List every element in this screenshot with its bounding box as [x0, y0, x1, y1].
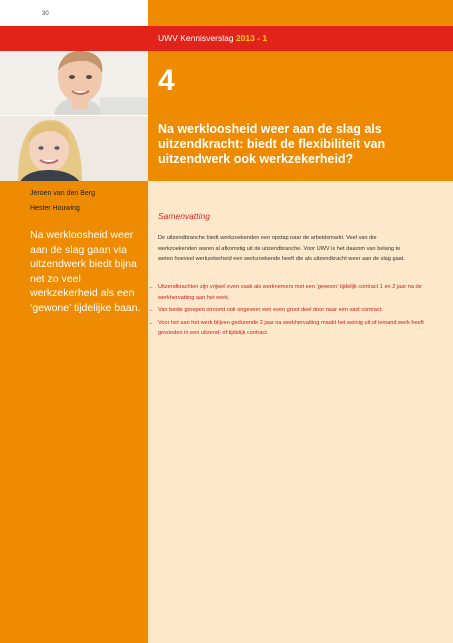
- arrow-right-icon: →: [148, 284, 154, 290]
- publication-issue: 2013 - 1: [235, 33, 268, 43]
- arrow-right-icon: →: [148, 307, 154, 313]
- publication-name: UWV Kennisverslag: [158, 33, 236, 43]
- man-portrait-image: [0, 51, 148, 115]
- summary-bullet: [148, 282, 428, 303]
- summary-bullet: [148, 305, 428, 316]
- woman-portrait-image: [0, 116, 148, 182]
- summary-bullet-text: Voor het aan het werk blijven gedurende 2 jaar na werkhervatting maakt het weinig uit of iemand werk heeft gevonden in een uitzend- of tijdelijk contract.: [158, 319, 424, 336]
- summary-heading: Samenvatting: [158, 211, 210, 221]
- publication-title: [158, 33, 267, 43]
- author-photo-man: [0, 51, 148, 115]
- chapter-title: Na werkloosheid weer aan de slag als uitzendkracht: biedt de flexibiliteit van uitzendwerk ook werkzekerheid?: [158, 122, 386, 166]
- summary-bullet-text: Van beide groepen stroomt ook ongeveer een even groot deel door naar een vast contract.: [158, 307, 383, 313]
- summary-bullet-list: [148, 282, 428, 341]
- pull-quote: Na werkloosheid weer aan de slag gaan via uitzendwerk biedt bijna net zo veel werkzekerheid als een ‘gewone’ tijdelijke baan.: [30, 229, 141, 314]
- summary-intro: De uitzendbranche biedt werkzoekenden een opstap naar de arbeidsmarkt. Veel van die werkzoekenden waren al afkomstig uit de uitzendbranche. Voor UWV is het daarom van belang te weten hoeveel werkzekerheid een werkzoekende heeft die als uitzendkracht weer aan de slag gaat.: [158, 235, 405, 262]
- page-number: 30: [42, 11, 49, 17]
- page-header-right: [148, 0, 453, 26]
- author-name: Jeroen van den Berg: [30, 190, 95, 197]
- chapter-number: 4: [158, 64, 175, 97]
- page-header-left: [0, 0, 148, 26]
- author-name: Hester Houwing: [30, 205, 80, 212]
- arrow-right-icon: →: [148, 319, 154, 326]
- summary-bullet: [148, 318, 428, 339]
- summary-bullet-text: Uitzendkrachten zijn vrijwel even vaak als werknemers met een ‘gewoon’ tijdelijk contract 1 en 2 jaar na de werkhervatting aan het werk.: [158, 284, 422, 301]
- author-photo-woman: [0, 115, 148, 182]
